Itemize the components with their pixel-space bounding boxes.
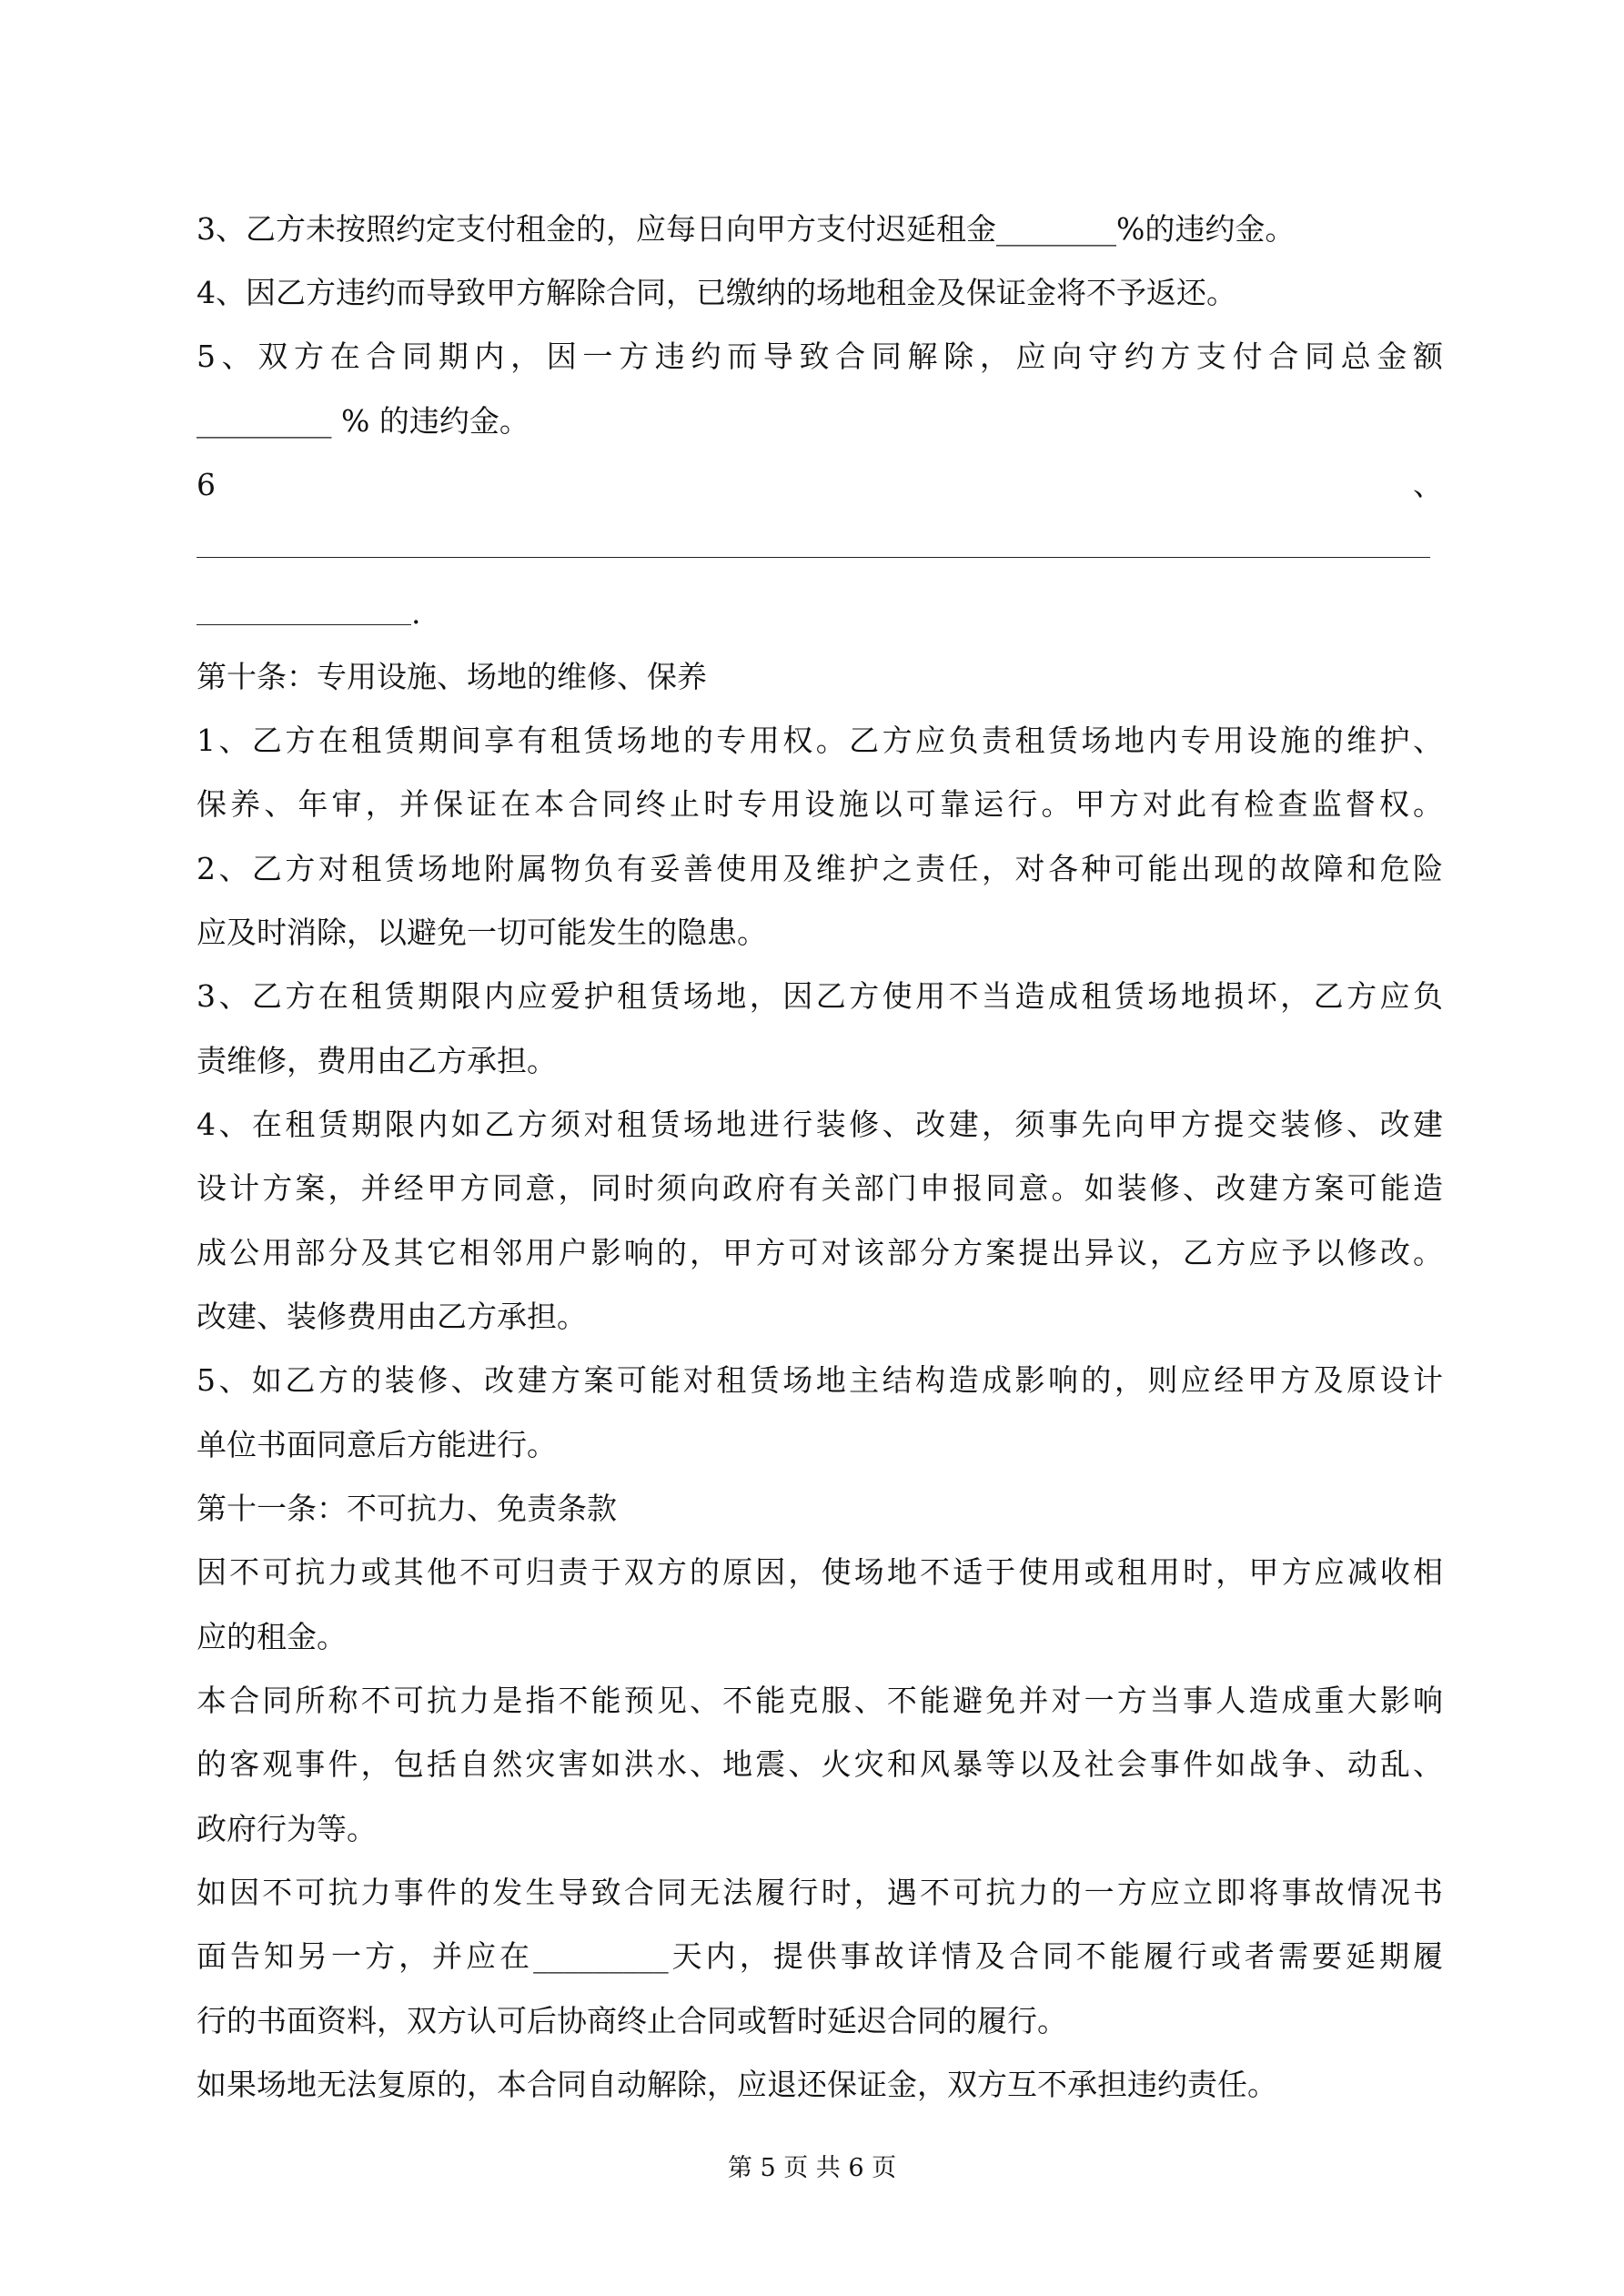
- clause-9-item-6: [197, 465, 1443, 505]
- clause-9-item-5-cont: _________ % 的违约金。: [197, 403, 530, 439]
- clause-9-item-5: 5、双方在合同期内，因一方违约而导致合同解除，应向守约方支付合同总金额: [197, 339, 1443, 374]
- paragraph-line: 改建、装修费用由乙方承担。: [197, 1299, 587, 1334]
- clause-9-item-4: 4、因乙方违约而导致甲方解除合同，已缴纳的场地租金及保证金将不予返还。: [197, 275, 1236, 310]
- paragraph-line: 面告知另一方，并应在_________天内，提供事故详情及合同不能履行或者需要延期履: [197, 1938, 1443, 1974]
- paragraph-line: 责维修，费用由乙方承担。: [197, 1043, 557, 1078]
- clause-11-heading: 第十一条：不可抗力、免责条款: [197, 1491, 617, 1526]
- paragraph-line: 如因不可抗力事件的发生导致合同无法履行时，遇不可抗力的一方应立即将事故情况书: [197, 1875, 1443, 1910]
- paragraph-line: 5、如乙方的装修、改建方案可能对租赁场地主结构造成影响的，则应经甲方及原设计: [197, 1362, 1443, 1398]
- paragraph-line: 保养、年审，并保证在本合同终止时专用设施以可靠运行。甲方对此有检查监督权。: [197, 786, 1443, 822]
- paragraph-line: 2、乙方对租赁场地附属物负有妥善使用及维护之责任，对各种可能出现的故障和危险: [197, 851, 1443, 886]
- clause-9-item-3: 3、乙方未按照约定支付租金的，应每日向甲方支付迟延租金________%的违约金。: [197, 211, 1296, 247]
- paragraph-line: 如果场地无法复原的，本合同自动解除，应退还保证金，双方互不承担违约责任。: [197, 2067, 1277, 2102]
- paragraph-line: 因不可抗力或其他不可归责于双方的原因，使场地不适于使用或租用时，甲方应减收相: [197, 1554, 1443, 1590]
- paragraph-line: 成公用部分及其它相邻用户影响的，甲方可对该部分方案提出异议，乙方应予以修改。: [197, 1235, 1443, 1270]
- clause-10-heading: 第十条：专用设施、场地的维修、保养: [197, 659, 707, 694]
- paragraph-line: 单位书面同意后方能进行。: [197, 1427, 557, 1462]
- paragraph-line: 的客观事件，包括自然灾害如洪水、地震、火灾和风暴等以及社会事件如战争、动乱、: [197, 1746, 1443, 1782]
- paragraph-line: 应的租金。: [197, 1619, 347, 1654]
- paragraph-line: 行的书面资料，双方认可后协商终止合同或暂时延迟合同的履行。: [197, 2003, 1067, 2038]
- paragraph-line: 应及时消除，以避免一切可能发生的隐患。: [197, 915, 767, 950]
- paragraph-line: 设计方案，并经甲方同意，同时须向政府有关部门申报同意。如装修、改建方案可能造: [197, 1170, 1443, 1206]
- item-6-end: .: [411, 595, 421, 631]
- item-6-number: 6: [197, 467, 216, 502]
- paragraph-line: 4、在租赁期限内如乙方须对租赁场地进行装修、改建，须事先向甲方提交装修、改建: [197, 1107, 1443, 1142]
- blank-line: [197, 557, 1430, 558]
- item-6-mark: 、: [1413, 467, 1443, 502]
- blank-line-short: [197, 624, 411, 625]
- paragraph-line: 本合同所称不可抗力是指不能预见、不能克服、不能避免并对一方当事人造成重大影响: [197, 1683, 1443, 1718]
- page-number-footer: 第 5 页 共 6 页: [727, 2154, 897, 2182]
- paragraph-line: 政府行为等。: [197, 1811, 377, 1846]
- paragraph-line: 1、乙方在租赁期间享有租赁场地的专用权。乙方应负责租赁场地内专用设施的维护、: [197, 723, 1443, 758]
- paragraph-line: 3、乙方在租赁期限内应爱护租赁场地，因乙方使用不当造成租赁场地损坏，乙方应负: [197, 978, 1443, 1014]
